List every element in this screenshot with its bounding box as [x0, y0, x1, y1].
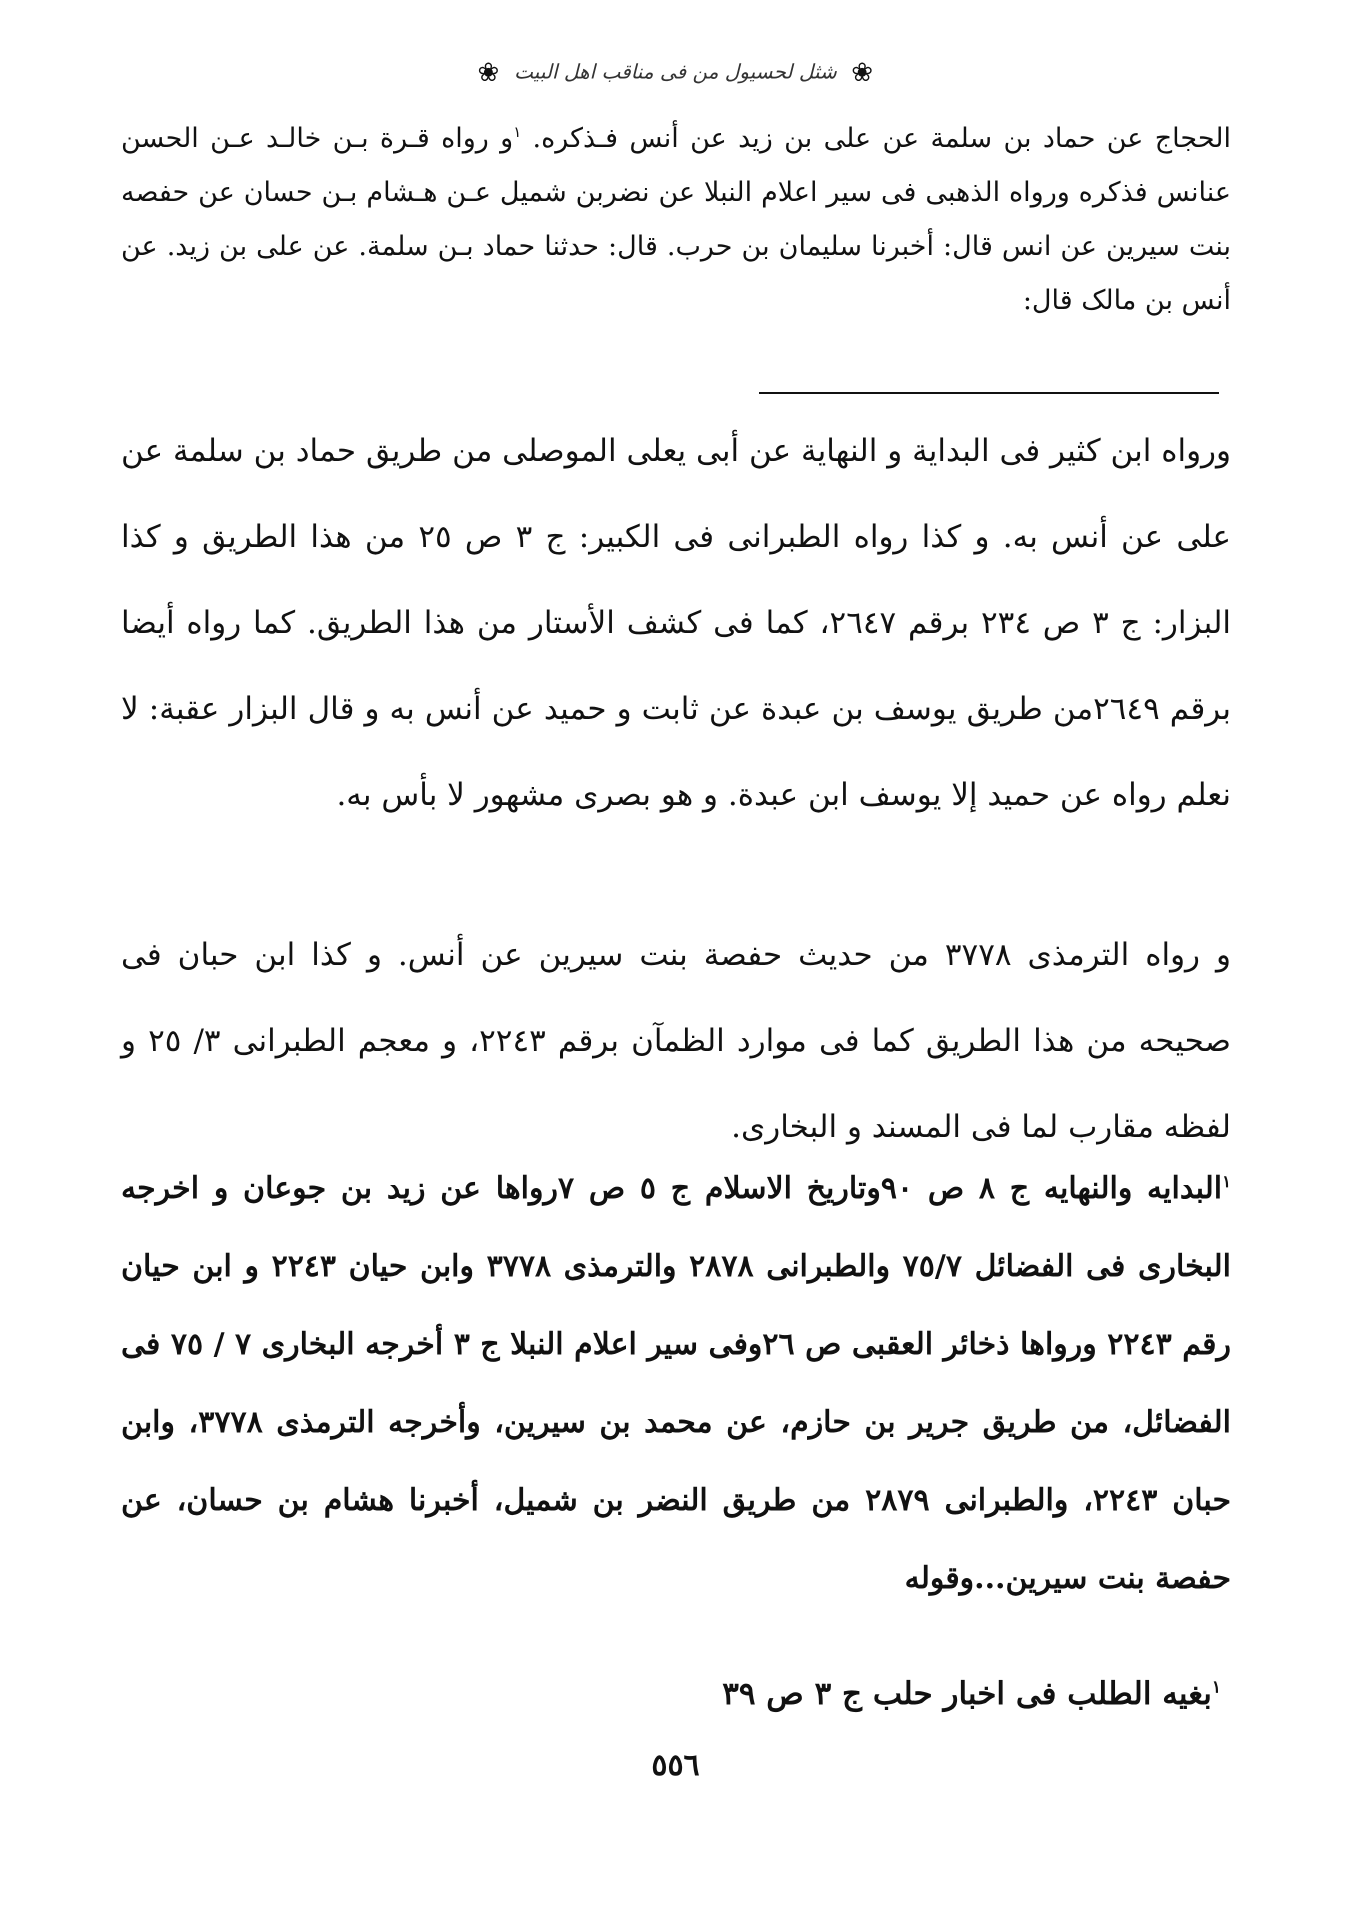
- page-number: ٥٥٦: [651, 1748, 700, 1783]
- footnote-2: و رواه الترمذى ٣٧٧٨ من حديث حفصة بنت سيرين عن أنس. و كذا ابن حبان فى صحيحه من هذا الطريق كما فى موارد الظمآن برقم ٢٢٤٣، و معجم الطبرانى ٣/ ٢٥ و لفظه مقارب لما فى المسند و البخارى.: [121, 937, 1232, 1145]
- footnote-ref-mark: ١: [513, 123, 522, 141]
- main-paragraph-start: الحجاج عن حماد بن سلمة عن على بن زيد عن أنس فـذكره.: [521, 123, 1231, 154]
- footnote-4-mark: ١: [1211, 1677, 1221, 1698]
- footnote-divider: [759, 392, 1219, 394]
- ornament-right-icon: ❀: [477, 58, 500, 88]
- running-header: [0, 58, 1351, 88]
- footnote-4-text: بغيه الطلب فى اخبار حلب ج ٣ ص ٣٩: [722, 1676, 1212, 1712]
- ornament-left-icon: ❀: [851, 58, 874, 88]
- footnote-1: ورواه ابن كثير فى البداية و النهاية عن أبى يعلى الموصلى من طريق حماد بن سلمة عن على عن أنس به. و كذا رواه الطبرانى فى الكبير: ج ٣ ص ٢٥ من هذا الطريق و كذا البزار: ج ٣ ص ٢٣٤ برقم ٢٦٤٧، كما فى كشف الأستار من هذا الطريق. كما رواه أيضا برقم ٢٦٤٩من طريق يوسف بن عبدة عن ثابت و حميد عن أنس به و قال البزار عقبة: لا نعلم رواه عن حميد إلا يوسف ابن عبدة. و هو بصرى مشهور لا بأس به.: [121, 433, 1232, 813]
- running-title: شثل لحسیول من فی مناقب اهل البیت: [514, 59, 837, 84]
- footnote-3-mark: ١: [1222, 1172, 1231, 1191]
- footnote-4: [111, 1664, 1221, 1724]
- main-body-text: [121, 112, 1231, 328]
- footnote-3-text: البدايه والنهايه ج ٨ ص ٩٠وتاريخ الاسلام ج ٥ ص ٧رواها عن زيد بن جوعان و اخرجه البخارى فى الفضائل ٧٥/٧ والطبرانى ٢٨٧٨ والترمذى ٣٧٧٨ وابن حيان ٢٢٤٣ و ابن حيان رقم ٢٢٤٣ ورواها ذخائر العقبى ص ٢٦وفى سير اعلام النبلا ج ٣ أخرجه البخارى ٧ / ٧٥ فى الفضائل، من طريق جرير بن حازم، عن محمد بن سيرين، وأخرجه الترمذى ٣٧٧٨، وابن حبان ٢٢٤٣، والطبرانى ٢٨٧٩ من طريق النضر بن شميل، أخبرنا هشام بن حسان، عن حفصة بنت سيرين...وقوله: [121, 1171, 1231, 1596]
- footnote-3: [121, 1150, 1231, 1618]
- main-paragraph-cont: و رواه قـرة بـن خالـد عـن الحسن عنانس فذكره ورواه الذهبی فی سیر اعلام النبلا عن نضربن شميل عـن هـشام بـن حسان عن حفصه بنت سيرين عن انس قال: أخبرنا سليمان بن حرب. قال: حدثنا حماد بـن سلمة. عن على بن زيد. عن أنس بن مالک قال:: [121, 123, 1231, 316]
